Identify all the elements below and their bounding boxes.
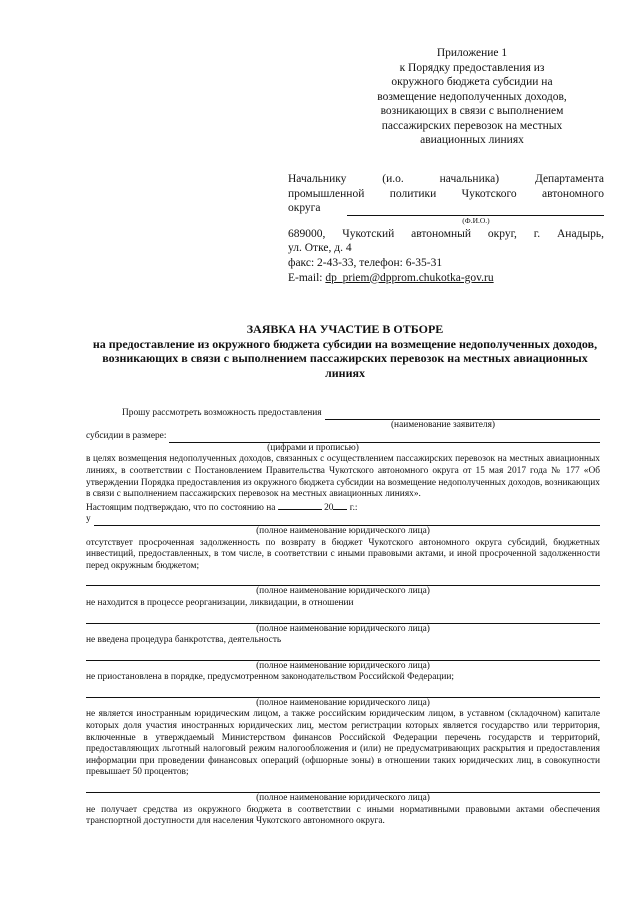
addressee-word: Начальнику	[288, 173, 347, 185]
phone-line: факс: 2-43-33, телефон: 6-35-31	[288, 256, 443, 269]
title-main: ЗАЯВКА НА УЧАСТИЕ В ОТБОРЕ	[246, 322, 444, 336]
confirm-row	[86, 501, 600, 515]
appendix-line: пассажирских перевозок на местных	[381, 119, 563, 132]
amount-field[interactable]	[169, 433, 600, 443]
entity-caption: (полное наименование юридического лица)	[256, 660, 430, 671]
condition-text: отсутствует просроченная задолженность по возврату в бюджет Чукотского автономного округа субсидий, бюджетных инвестиций, предоставленных, в том числе, в соответствии с иными правовыми актами, и иной просроченной задолженности перед окружным бюджетом;	[86, 537, 600, 571]
entity-caption: (полное наименование юридического лица)	[256, 586, 430, 597]
condition-text: не введена процедура банкротства, деятельность	[86, 635, 282, 646]
confirm-year-field[interactable]	[333, 501, 347, 510]
entity-name-field[interactable]	[94, 516, 600, 526]
applicant-caption: (наименование заявителя)	[390, 419, 496, 430]
appendix-line: окружного бюджета субсидии на	[391, 76, 553, 88]
appendix-header	[372, 46, 572, 148]
amount-row	[86, 431, 600, 443]
request-row	[86, 408, 600, 420]
appendix-line: Приложение 1	[436, 47, 508, 59]
addressee-line-2	[288, 187, 604, 202]
entity-name-field[interactable]	[86, 688, 600, 698]
addressee-block	[288, 172, 604, 285]
appendix-line: возмещение недополученных доходов,	[377, 90, 567, 103]
condition-text: не является иностранным юридическим лицом, а также российским юридическим лицом, в уставном (складочном) капитале которых доля участия иностранных юридических лиц, местом регистрации которых является государство или территория, включенные в утверждаемый Министерством финансов Российской Федерации перечень государств и территорий, предоставляющих льготный налоговый режим налогообложения и (или) не предусматривающих раскрытия и предоставления информации при проведении финансовых операций (офшорные зоны) в отношении таких юридических лиц, в совокупности превышает 50 процентов;	[86, 709, 600, 778]
addressee-word: начальника)	[439, 173, 500, 185]
application-body	[86, 408, 600, 828]
entity-name-field[interactable]	[86, 651, 600, 661]
fio-field[interactable]	[347, 205, 604, 216]
addressee-word: (и.о.	[382, 173, 404, 185]
addressee-word: округа	[288, 202, 321, 215]
email-label: E-mail:	[288, 271, 323, 284]
amount-caption: (цифрами и прописью)	[267, 442, 359, 453]
addressee-line-1	[288, 172, 604, 187]
confirm-date-field[interactable]	[278, 501, 322, 510]
email-line	[288, 271, 604, 286]
confirm-year-prefix: 20	[324, 502, 334, 513]
entity-caption: (полное наименование юридического лица)	[256, 525, 430, 536]
condition-text: не получает средства из окружного бюджета в соответствии с иными нормативными правовыми актами обеспечения транспортной доступности для населения Чукотского автономного округа.	[86, 804, 600, 827]
entity-row-1	[86, 514, 600, 526]
entity-caption: (полное наименование юридического лица)	[256, 623, 430, 634]
condition-text: не находится в процессе реорганизации, ликвидации, в отношении	[86, 597, 354, 608]
appendix-line: авиационных линиях	[420, 134, 524, 146]
address-line-2: ул. Отке, д. 4	[288, 242, 352, 255]
address-word: округ,	[487, 227, 517, 240]
entity-caption: (полное наименование юридического лица)	[256, 697, 430, 708]
entity-name-field[interactable]	[86, 614, 600, 624]
fio-caption: (Ф.И.О.)	[462, 215, 490, 225]
entity-name-field[interactable]	[86, 783, 600, 793]
amount-label: субсидии в размере:	[86, 431, 167, 442]
appendix-line: возникающих в связи с выполнением	[380, 105, 564, 117]
document-title	[90, 322, 600, 380]
condition-text: не приостановлена в порядке, предусмотренном законодательством Российской Федерации;	[86, 672, 455, 683]
purpose-text: в целях возмещения недополученных доходов, связанных с осуществлением пассажирских перевозок на местных авиационных линиях, в соответствии с Постановлением Правительства Чукотского автономного округа от 15 мая 2017 года № 177 «Об утверждении Порядка предоставления из окружного бюджета субсидии на возмещение недополученных доходов, возникающих в связи с выполнением пассажирских перевозок на местных авиационных линиях».	[86, 454, 600, 500]
entity-name-field[interactable]	[86, 576, 600, 586]
address-word: Чукотский	[342, 227, 395, 240]
address-word: г.	[533, 227, 541, 240]
request-text: Прошу рассмотреть возможность предоставления	[122, 408, 322, 418]
address-line-1	[288, 227, 604, 242]
at-label: у	[86, 514, 91, 525]
applicant-field[interactable]	[325, 410, 600, 420]
entity-caption: (полное наименование юридического лица)	[256, 793, 430, 804]
title-sub: на предоставление из окружного бюджета субсидии на возмещение недополученных доходов, возникающих в связи с выполнением пассажирских перевозок на местных авиационных линиях	[92, 336, 598, 380]
confirm-prefix: Настоящим подтверждаю, что по состоянию на	[86, 502, 276, 513]
addressee-word: Чукотского	[461, 187, 517, 200]
addressee-line-3	[288, 201, 604, 216]
addressee-word: Департамента	[534, 173, 604, 185]
addressee-word: политики	[389, 187, 437, 200]
appendix-line: к Порядку предоставления из	[399, 61, 545, 74]
confirm-suffix: г.:	[349, 502, 358, 513]
addressee-word: автономного	[542, 187, 604, 200]
address-word: 689000,	[288, 227, 326, 240]
email-link[interactable]: dp_priem@dpprom.chukotka-gov.ru	[325, 271, 494, 284]
address-word: Анадырь,	[556, 227, 604, 240]
addressee-word: промышленной	[288, 187, 365, 200]
address-word: автономный	[411, 227, 472, 240]
